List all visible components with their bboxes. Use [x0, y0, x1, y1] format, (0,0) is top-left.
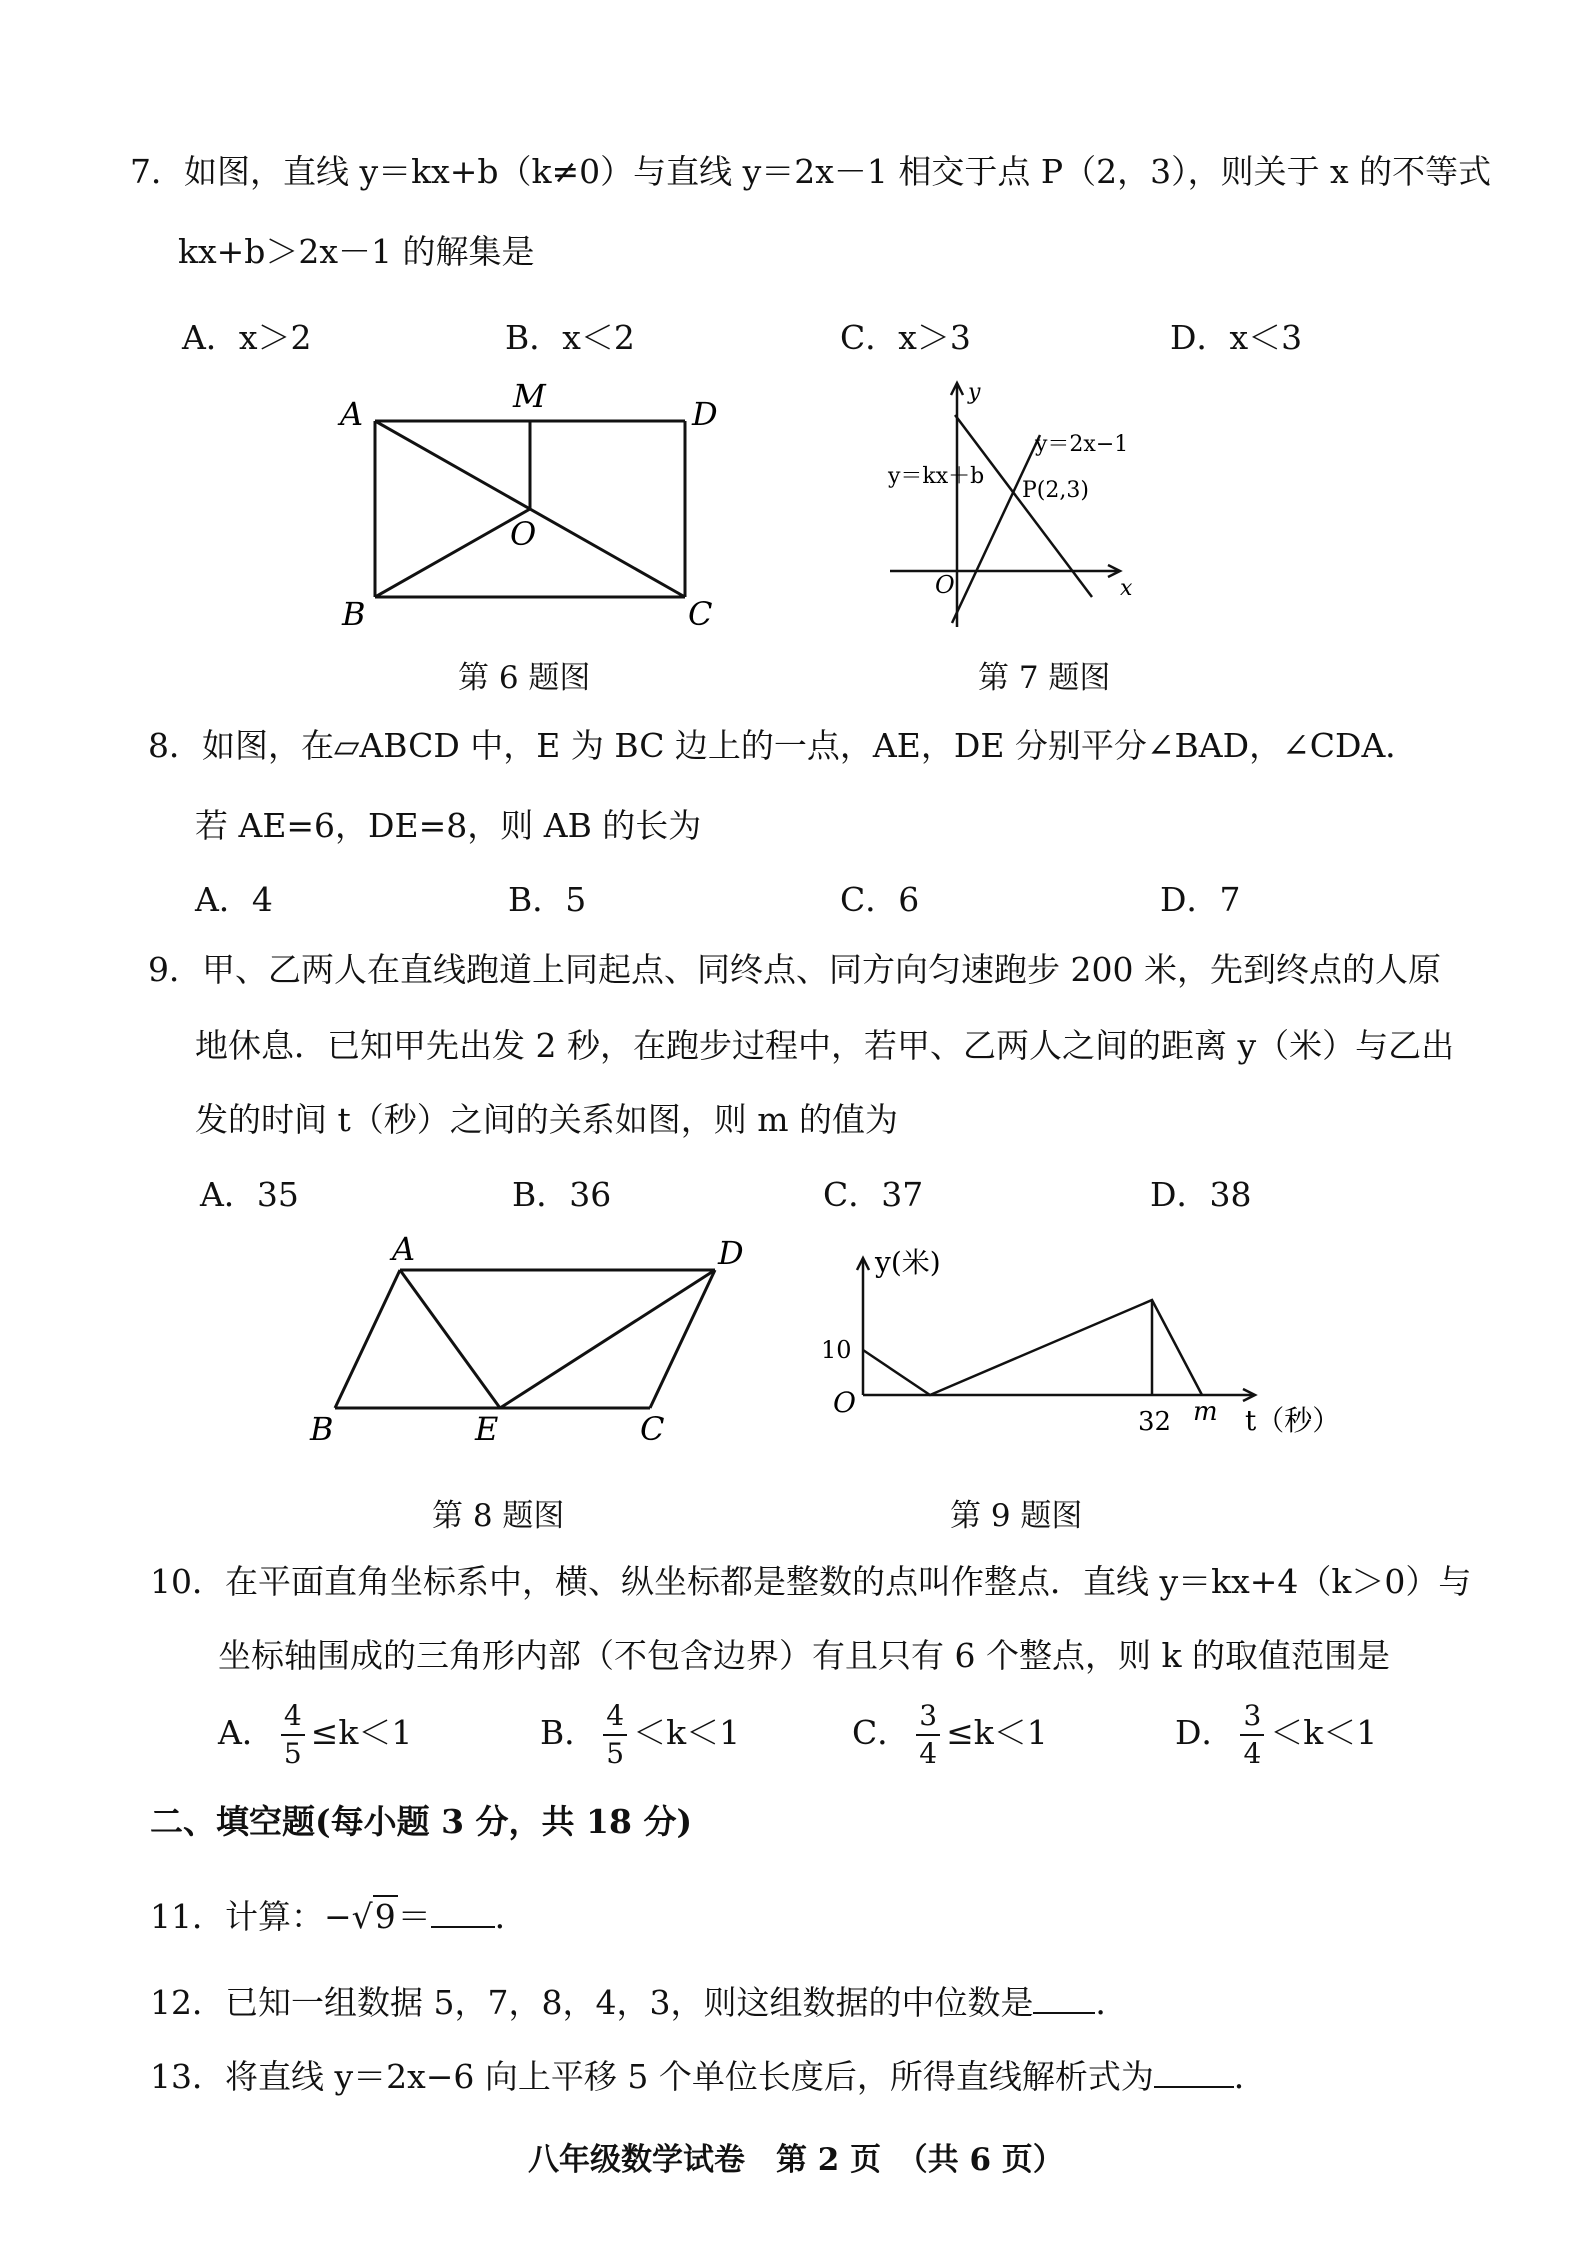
section2-heading: 二、填空题(每小题 3 分，共 18 分) — [150, 1802, 693, 1841]
fig7-y-axis-label: y — [968, 380, 981, 405]
q10-option-b: B． $\frac{4}{5}$ ＜k＜1 — [540, 1699, 741, 1770]
q7-option-c: C．x＞3 — [840, 318, 971, 357]
fig6-label-m: M — [513, 377, 546, 415]
page-footer: 八年级数学试卷 第 2 页 （共 6 页） — [528, 2142, 1064, 2178]
fig6-label-a: A — [340, 395, 364, 433]
fig9-distance-time-graph — [815, 1240, 1355, 1450]
q10-option-c: C． $\frac{3}{4}$ ≤k＜1 — [852, 1699, 1048, 1770]
q11-sqrt: √9 — [351, 1897, 396, 1936]
fig8-caption: 第 8 题图 — [432, 1498, 565, 1534]
q8-stem-line2: 若 AE=6，DE=8，则 AB 的长为 — [195, 806, 702, 845]
q8-option-a: A．4 — [195, 880, 273, 919]
fig9-m-label: m — [1193, 1397, 1218, 1427]
fig7-line-graph — [880, 375, 1180, 635]
fig8-label-c: C — [640, 1410, 665, 1448]
fig9-y-axis-label: y(米) — [875, 1246, 941, 1279]
fig6-label-c: C — [688, 595, 713, 633]
fig6-label-d: D — [692, 395, 718, 433]
fig9-y-tick-10: 10 — [821, 1336, 852, 1364]
fig7-point-p-label: P(2,3) — [1022, 478, 1089, 503]
q9-option-b: B．36 — [512, 1175, 612, 1214]
fig7-line-kxb-label: y＝kx＋b — [888, 464, 985, 489]
fig9-origin-label: O — [833, 1386, 856, 1419]
fig6-label-o: O — [510, 515, 537, 553]
fig7-origin-label: O — [935, 571, 955, 599]
fig8-label-b: B — [310, 1410, 334, 1448]
fig7-line-2x-1-label: y＝2x−1 — [1035, 432, 1129, 457]
fig8-label-e: E — [475, 1410, 499, 1448]
q8-stem-line1: 8．如图，在▱ABCD 中，E 为 BC 边上的一点，AE，DE 分别平分∠BAD，∠CDA． — [148, 726, 1419, 765]
q13-stem: 13．将直线 y＝2x−6 向上平移 5 个单位长度后，所得直线解析式为 ． — [150, 2057, 1267, 2096]
q10-option-a: A． $\frac{4}{5}$ ≤k＜1 — [218, 1699, 413, 1770]
q12-stem: 12．已知一组数据 5，7，8，4，3，则这组数据的中位数是 ． — [150, 1983, 1129, 2022]
q10-stem-line2: 坐标轴围成的三角形内部（不包含边界）有且只有 6 个整点，则 k 的取值范围是 — [218, 1636, 1390, 1675]
q8-option-d: D．7 — [1160, 880, 1241, 919]
q9-option-a: A．35 — [200, 1175, 299, 1214]
fig8-label-d: D — [718, 1234, 744, 1272]
q9-stem-line2: 地休息．已知甲先出发 2 秒，在跑步过程中，若甲、乙两人之间的距离 y（米）与乙出 — [195, 1026, 1455, 1065]
fig9-t-axis-label: t（秒） — [1245, 1404, 1341, 1437]
q7-option-a: A．x＞2 — [182, 318, 312, 357]
fig6-label-b: B — [342, 595, 366, 633]
q13-answer-blank[interactable] — [1154, 2056, 1234, 2088]
fig8-label-a: A — [392, 1230, 416, 1268]
fig6-caption: 第 6 题图 — [458, 660, 591, 696]
q7-stem-line2: kx+b＞2x－1 的解集是 — [178, 232, 535, 271]
q10-stem-line1: 10．在平面直角坐标系中，横、纵坐标都是整数的点叫作整点．直线 y＝kx+4（k＞0）与 — [150, 1562, 1472, 1601]
q10-option-b-fraction: $\frac{4}{5}$ — [603, 1702, 627, 1768]
q10-option-d: D． $\frac{3}{4}$ ＜k＜1 — [1175, 1699, 1378, 1770]
fig7-x-axis-label: x — [1120, 576, 1133, 601]
q10-option-c-fraction: $\frac{3}{4}$ — [916, 1702, 940, 1768]
q11-stem: 11．计算：−√9＝ ． — [150, 1897, 528, 1936]
q12-answer-blank[interactable] — [1033, 1982, 1095, 2014]
q9-stem-line1: 9．甲、乙两人在直线跑道上同起点、同终点、同方向匀速跑步 200 米，先到终点的人原 — [148, 950, 1441, 989]
q7-option-b: B．x＜2 — [505, 318, 635, 357]
fig9-t-tick-32: 32 — [1138, 1407, 1172, 1437]
fig6-rectangle-diagram — [330, 375, 730, 635]
fig8-parallelogram-diagram — [310, 1230, 744, 1450]
q7-stem-line1: 7．如图，直线 y＝kx+b（k≠0）与直线 y＝2x－1 相交于点 P（2，3），则关于 x 的不等式 — [130, 152, 1492, 191]
q8-option-b: B．5 — [508, 880, 587, 919]
q8-option-c: C．6 — [840, 880, 920, 919]
q9-option-d: D．38 — [1150, 1175, 1252, 1214]
q11-answer-blank[interactable] — [431, 1896, 495, 1928]
q9-option-c: C．37 — [823, 1175, 924, 1214]
q10-option-a-fraction: $\frac{4}{5}$ — [281, 1702, 305, 1768]
fig7-caption: 第 7 题图 — [978, 660, 1111, 696]
q9-stem-line3: 发的时间 t（秒）之间的关系如图，则 m 的值为 — [195, 1100, 899, 1139]
fig9-caption: 第 9 题图 — [950, 1498, 1083, 1534]
q10-option-d-fraction: $\frac{3}{4}$ — [1240, 1702, 1264, 1768]
q7-option-d: D．x＜3 — [1170, 318, 1303, 357]
